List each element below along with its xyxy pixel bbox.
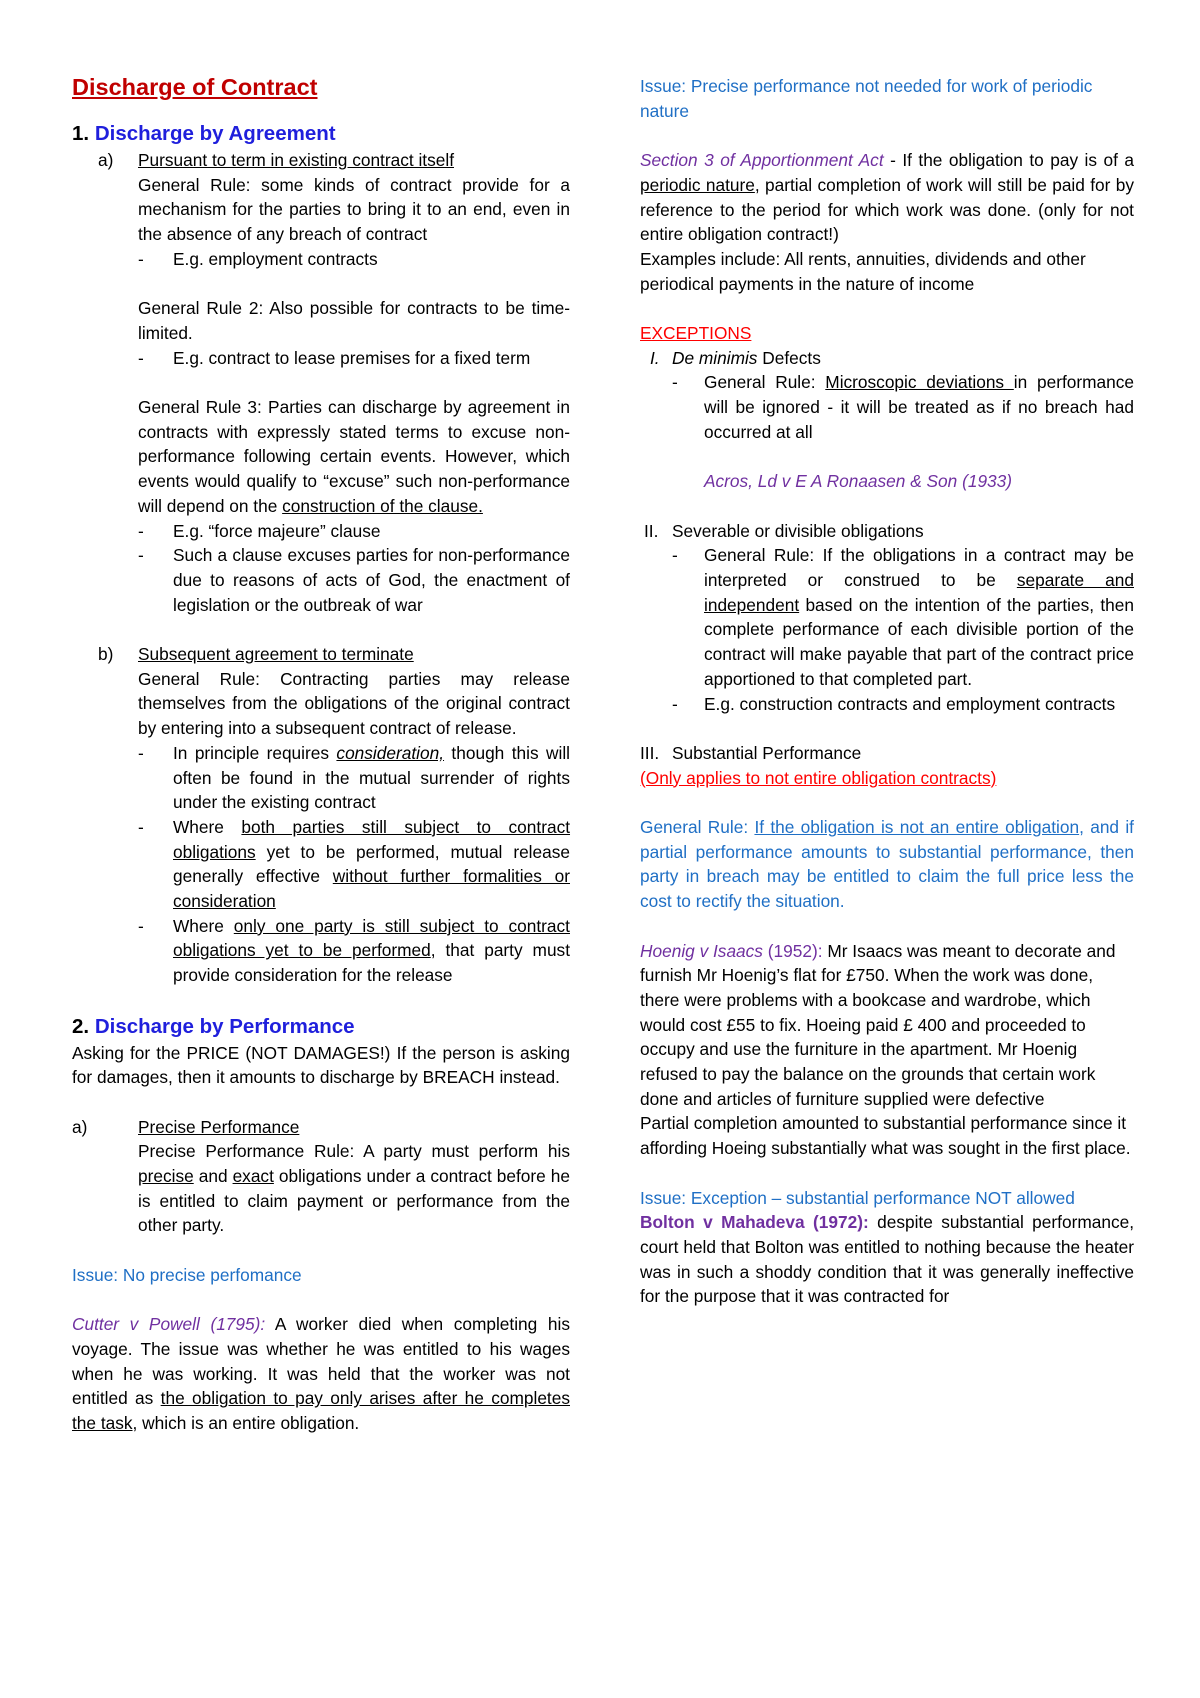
exceptions-heading: EXCEPTIONS xyxy=(640,323,752,343)
issue-heading: Issue: No precise perfomance xyxy=(72,1264,302,1285)
exception-3-heading: III. Substantial Performance xyxy=(640,742,862,763)
list-item: - General Rule: If the obligations in a contract may be interpreted or construed to be separate and independent based on the intention of the parties, then complete performance of each divisible portion of the contract will make payable that part of the contract price apportioned to that completed part. xyxy=(672,545,1134,689)
case-hoenig-v-isaacs: Hoenig v Isaacs (1952): Mr Isaacs was meant to decorate and furnish Mr Hoenig’s flat for £750. When the work was done, there were problems with a bookcase and wardrobe, which would cost £55 to fix. Hoeing paid £ 400 and proceeded to occupy and use the furniture in the apartment. Mr Hoenig refused to pay the balance on the grounds that certain work done and articles of furniture supplied were defective xyxy=(640,940,1116,1109)
list-item: - General Rule: Microscopic deviations in performance will be ignored - it will be treated as if no breach had occurred at all xyxy=(672,372,1134,442)
list-item: - E.g. contract to lease premises for a fixed term xyxy=(138,347,531,368)
case-cutter-v-powell: Cutter v Powell (1795): A worker died when completing his voyage. The issue was whether he was entitled to his wages when he was working. It was held that the worker was not entitled as the obligation to pay only arises after he completes the task, which is an entire obligation. xyxy=(72,1314,570,1434)
subsection-precise xyxy=(72,1115,570,1140)
subsection-b xyxy=(72,642,570,667)
list-item: - E.g. construction contracts and employment contracts xyxy=(672,693,1116,714)
general-rule-1: General Rule: some kinds of contract provide for a mechanism for the parties to bring it to an end, even in the absence of any breach of contract xyxy=(138,174,570,245)
subsection-a-heading: Pursuant to term in existing contract itself xyxy=(138,150,454,170)
right-column xyxy=(640,74,1134,1309)
section-1-heading xyxy=(72,120,570,148)
list-item: - Where both parties still subject to contract obligations yet to be performed, mutual release generally effective without further formalities or consideration xyxy=(138,816,571,912)
general-rule-3: General Rule 3: Parties can discharge by agreement in contracts with expressly stated terms to excuse non-performance following certain events. However, which events would qualify to “excuse” such non-performance will depend on the construction of the clause. xyxy=(138,397,570,516)
examples-text: Examples include: All rents, annuities, dividends and other periodical payments in the nature of income xyxy=(640,248,1086,294)
issue-heading: Issue: Exception – substantial performance NOT allowed xyxy=(640,1187,1075,1208)
section-1-title: Discharge by Agreement xyxy=(94,122,336,145)
page-title: Discharge of Contract xyxy=(72,74,318,100)
apportionment-act-rule: Section 3 of Apportionment Act - If the obligation to pay is of a periodic nature, partial completion of work will still be paid for by reference to the period for which work was done. (only for not entire obligation contract!) xyxy=(640,150,1134,245)
subsection-a xyxy=(72,148,570,173)
subsection-precise-label: a) xyxy=(72,1116,88,1137)
section-2-heading xyxy=(72,1013,570,1041)
subsection-precise-heading: Precise Performance xyxy=(138,1116,300,1137)
precise-performance-rule: Precise Performance Rule: A party must perform his precise and exact obligations under a contract before he is entitled to claim payment or performance from the other party. xyxy=(138,1141,571,1236)
section-2-number: 2. xyxy=(72,1014,90,1038)
list-item: - E.g. employment contracts xyxy=(138,248,378,269)
subsection-a-label: a) xyxy=(98,150,114,170)
list-item: - In principle requires consideration, though this will often be found in the mutual surrender of rights under the existing contract xyxy=(138,742,570,813)
subsection-b-heading: Subsequent agreement to terminate xyxy=(138,644,414,665)
exception-2-heading: II. Severable or divisible obligations xyxy=(644,520,924,541)
general-rule-release: General Rule: Contracting parties may release themselves from the obligations of the original contract by entering into a subsequent contract of release. xyxy=(138,668,570,739)
left-column xyxy=(72,72,570,1436)
subsection-b-label: b) xyxy=(98,644,114,665)
case-hoenig-result: Partial completion amounted to substantial performance since it affording Hoeing substantially what was sought in the first place. xyxy=(640,1113,1131,1159)
substantial-note: (Only applies to not entire obligation contracts) xyxy=(640,767,997,788)
case-bolton-v-mahadeva: Bolton v Mahadeva (1972): despite substantial performance, court held that Bolton was entitled to nothing because the heater was in such a shoddy condition that it was generally ineffective for the purpose that it was contracted for xyxy=(640,1212,1134,1307)
section-1-number: 1. xyxy=(72,122,90,145)
section-2-intro: Asking for the PRICE (NOT DAMAGES!) If the person is asking for damages, then it amounts to discharge by BREACH instead. xyxy=(72,1042,570,1088)
issue-heading: Issue: Precise performance not needed for work of periodic nature xyxy=(640,76,1093,121)
substantial-general-rule: General Rule: If the obligation is not an entire obligation, and if partial performance amounts to substantial performance, then party in breach may be entitled to claim the full price less the cost to rectify the situation. xyxy=(640,817,1134,912)
list-item: - E.g. “force majeure” clause xyxy=(138,520,381,541)
general-rule-2: General Rule 2: Also possible for contracts to be time-limited. xyxy=(138,298,570,343)
list-item: - Such a clause excuses parties for non-performance due to reasons of acts of God, the enactment of legislation or the outbreak of war xyxy=(138,545,570,615)
exception-1-heading: I. De minimis Defects xyxy=(650,347,821,368)
list-item: - Where only one party is still subject to contract obligations yet to be performed, that party must provide consideration for the release xyxy=(138,915,570,986)
case-acros: Acros, Ld v E A Ronaasen & Son (1933) xyxy=(704,471,1013,492)
section-2-title: Discharge by Performance xyxy=(94,1014,355,1038)
